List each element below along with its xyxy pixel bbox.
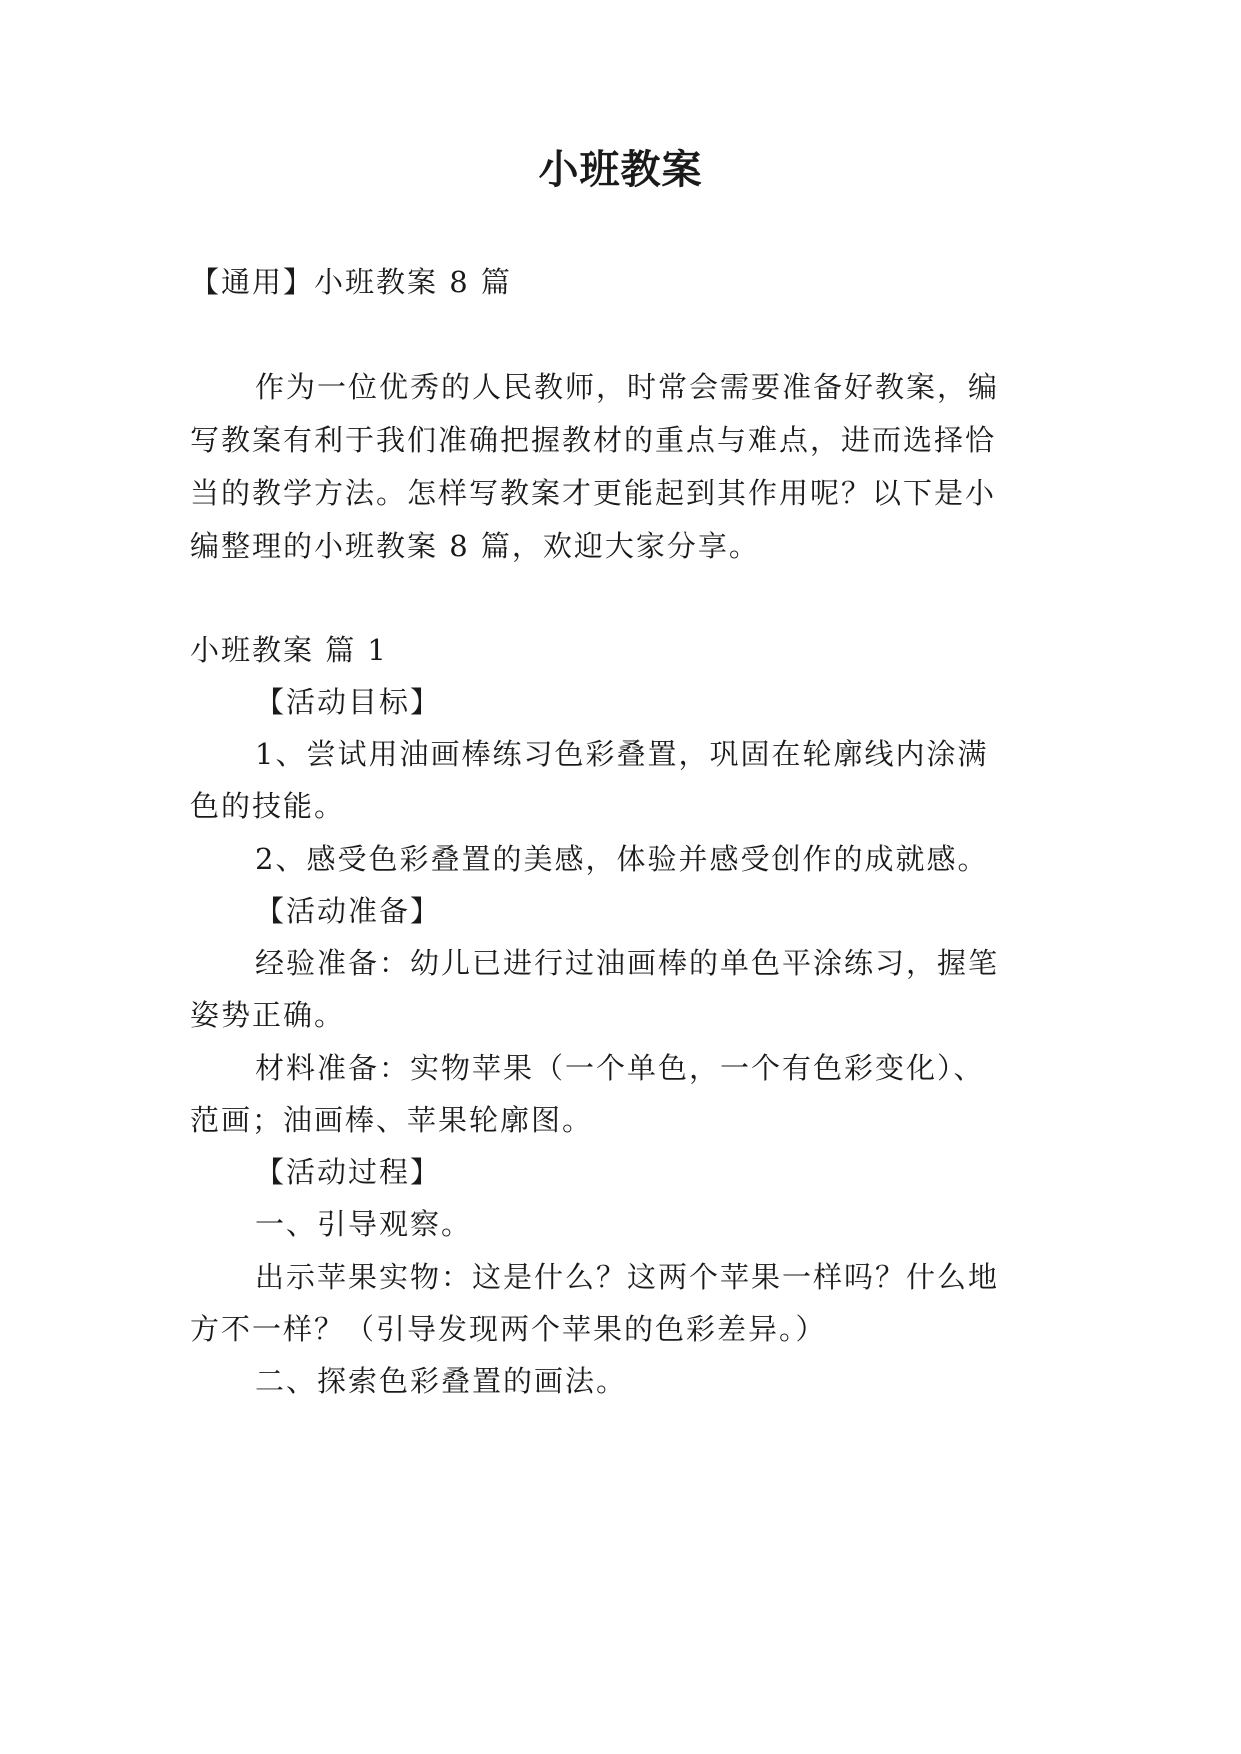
body-line: 【活动准备】: [255, 894, 442, 928]
body-line: 1、尝试用油画棒练习色彩叠置，巩固在轮廓线内涂满: [255, 737, 989, 771]
body-line: 出示苹果实物：这是什么？这两个苹果一样吗？什么地: [255, 1260, 1000, 1294]
body-line: 【活动过程】: [255, 1155, 442, 1189]
intro-line: 编整理的小班教案 8 篇，欢迎大家分享。: [190, 529, 760, 563]
intro-line: 写教案有利于我们准确把握教材的重点与难点，进而选择恰: [190, 423, 997, 457]
body-line: 经验准备：幼儿已进行过油画棒的单色平涂练习，握笔: [255, 946, 1000, 980]
body-line: 姿势正确。: [190, 998, 346, 1032]
document-subtitle: 【通用】小班教案 8 篇: [190, 265, 512, 299]
body-line: 一、引导观察。: [255, 1207, 473, 1241]
body-line: 2、感受色彩叠置的美感，体验并感受创作的成就感。: [255, 842, 989, 876]
body-line: 色的技能。: [190, 789, 346, 823]
body-line: 方不一样？（引导发现两个苹果的色彩差异。）: [190, 1312, 827, 1346]
section-heading: 小班教案 篇 1: [190, 633, 388, 667]
body-line: 【活动目标】: [255, 685, 442, 719]
body-line: 二、探索色彩叠置的画法。: [255, 1364, 628, 1398]
intro-line: 作为一位优秀的人民教师，时常会需要准备好教案，编: [255, 370, 1000, 404]
body-line: 材料准备：实物苹果（一个单色，一个有色彩变化）、: [255, 1051, 985, 1085]
body-line: 范画；油画棒、苹果轮廓图。: [190, 1103, 594, 1137]
intro-line: 当的教学方法。怎样写教案才更能起到其作用呢？以下是小: [190, 476, 997, 510]
document-title: 小班教案: [538, 146, 703, 193]
